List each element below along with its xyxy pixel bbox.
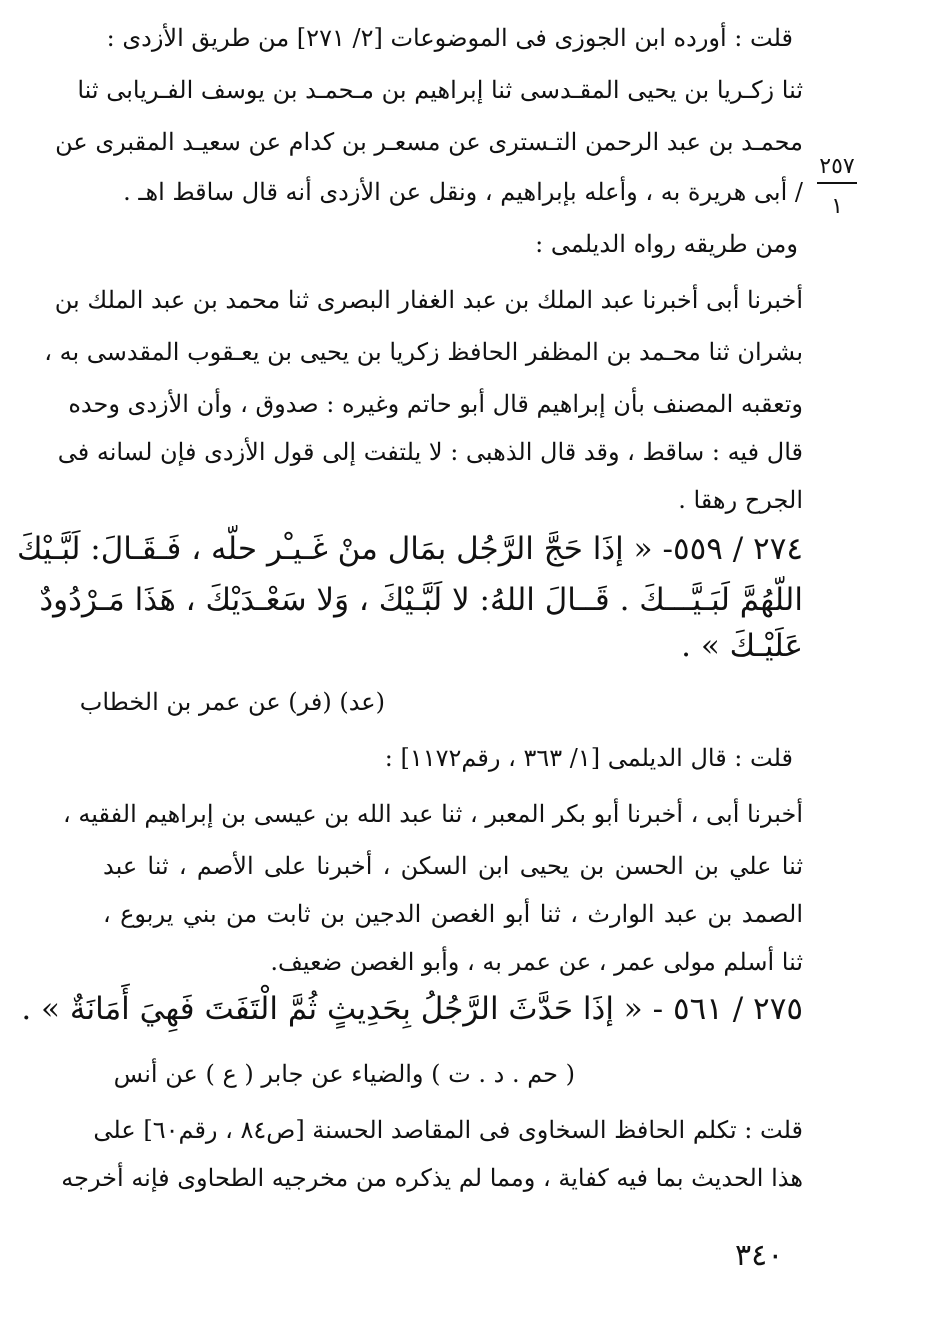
text-line: قال فيه : ساقط ، وقد قال الذهبى : لا يلتفت إلى قول الأزدى فإن لسانه فى <box>57 438 803 466</box>
margin-note-top: ٢٥٧ <box>819 154 855 179</box>
page-number: ٣٤٠ <box>735 1238 784 1273</box>
hadith-source: ( حم . د . ت ) والضياء عن جابر ( ع ) عن أنس <box>113 1060 575 1088</box>
text-line: الصمد بن عبد الوارث ، ثنا أبو الغصن الدجين بن ثابت من بني يربوع ، <box>103 900 803 928</box>
text-line: ثنا زكـريا بن يحيى المقـدسى ثنا إبراهيم بن مـحمـد بن يوسف الفـريابى ثنا <box>77 76 803 104</box>
text-line: وتعقبه المصنف بأن إبراهيم قال أبو حاتم وغيره : صدوق ، وأن الأزدى وحده <box>68 390 803 418</box>
hadith-text: ٢٧٥ / ٥٦١ - « إذَا حَدَّثَ الرَّجُلُ بِحَدِيثٍ ثُمَّ الْتَفَتَ فَهِيَ أَمَانَةٌ » . <box>21 991 803 1027</box>
hadith-text: ٢٧٤ / ٥٥٩- « إذَا حَجَّ الرَّجُل بمَال منْ غَـيـْر حلّه ، فَـقَـالَ: لَبَّـيْكَ <box>17 531 803 567</box>
text-line: / أبى هريرة به ، وأعله بإبراهيم ، ونقل عن الأزدى أنه قال ساقط اهـ . <box>123 178 803 206</box>
text-line: ومن طريقه رواه الديلمى : <box>535 230 798 258</box>
text-line: بشران ثنا محـمد بن المظفر الحافظ زكريا بن يحيى بن يعـقوب المقدسى به ، <box>44 338 803 366</box>
text-line: أخبرنا أبى ، أخبرنا أبو بكر المعبر ، ثنا عبد الله بن عيسى بن إبراهيم الفقيه ، <box>62 800 803 828</box>
text-line: الجرح رهقا . <box>678 486 803 514</box>
hadith-text: اللّهُمَّ لَبَـيَّـــكَ . قَــالَ اللهُ: لا لَبَّـيْكَ ، وَلا سَعْـدَيْكَ ، هَذَا مَـرْدُودٌ <box>39 582 803 618</box>
text-line: قلت : قال الديلمى [١/ ٣٦٣ ، رقم١١٧٢] : <box>384 744 793 772</box>
text-line: ثنا علي بن الحسن بن يحيى ابن السكن ، أخبرنا على الأصم ، ثنا عبد <box>103 852 803 880</box>
text-line: قلت : أورده ابن الجوزى فى الموضوعات [٢/ ٢٧١] من طريق الأزدى : <box>106 24 793 52</box>
text-line: قلت : تكلم الحافظ السخاوى فى المقاصد الحسنة [ص٨٤ ، رقم٦٠] على <box>93 1116 803 1144</box>
text-line: هذا الحديث بما فيه كفاية ، ومما لم يذكره من مخرجيه الطحاوى فإنه أخرجه <box>61 1164 803 1192</box>
hadith-source: (عد) (فر) عن عمر بن الخطاب <box>79 688 385 716</box>
margin-note-bottom: ١ <box>831 194 843 219</box>
text-line: ثنا أسلم مولى عمر ، عن عمر به ، وأبو الغصن ضعيف. <box>270 948 803 976</box>
hadith-text: عَلَيْـكَ » . <box>681 628 803 664</box>
margin-note-divider <box>817 182 857 184</box>
text-line: أخبرنا أبى أخبرنا عبد الملك بن عبد الغفار البصرى ثنا محمد بن عبد الملك بن <box>54 286 803 314</box>
text-line: محمـد بن عبد الرحمن التـسترى عن مسعـر بن كدام عن سعيـد المقبرى عن <box>55 128 803 156</box>
